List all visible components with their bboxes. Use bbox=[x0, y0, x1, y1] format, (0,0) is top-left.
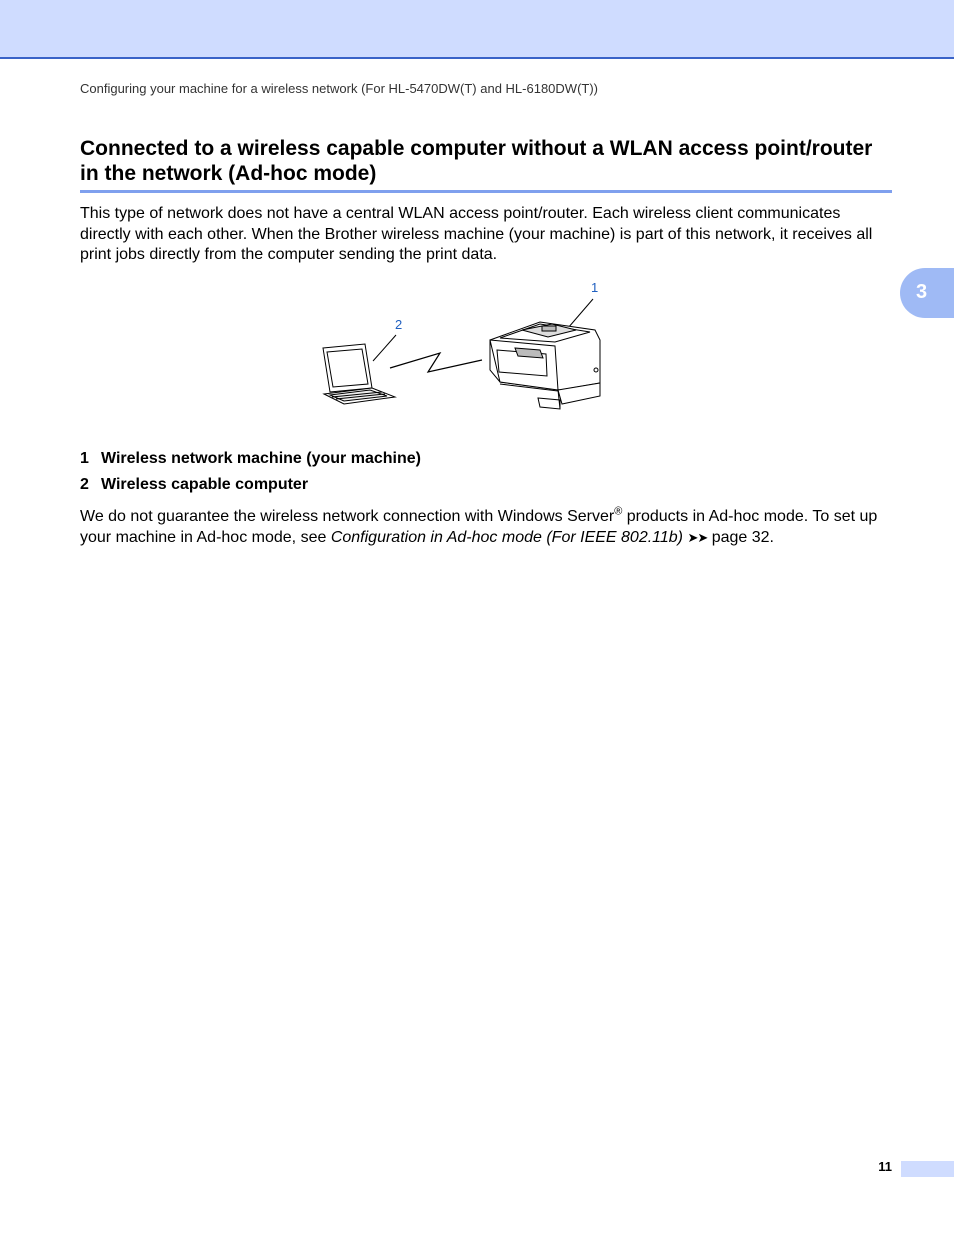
legend-label: Wireless network machine (your machine) bbox=[101, 450, 421, 467]
printer-icon bbox=[490, 322, 600, 409]
top-header-band bbox=[0, 0, 954, 59]
running-header: Configuring your machine for a wireless network (For HL-5470DW(T) and HL-6180DW(T)) bbox=[80, 81, 599, 96]
note-paragraph bbox=[80, 506, 892, 548]
intro-paragraph: This type of network does not have a central WLAN access point/router. Each wireless client communicates directly with each other. When the Brother wireless machine (your machine) is part of this network, it receives all print jobs directly from the computer sending the print data. bbox=[80, 205, 873, 263]
legend-item bbox=[80, 474, 892, 500]
leader-line-1 bbox=[568, 299, 593, 328]
legend-item bbox=[80, 448, 892, 474]
adhoc-network-figure bbox=[300, 278, 620, 420]
footer-tab bbox=[901, 1161, 954, 1177]
wireless-signal-icon bbox=[390, 353, 482, 372]
section-title: Connected to a wireless capable computer without a WLAN access point/router in the network (Ad-hoc mode) bbox=[80, 137, 873, 185]
registered-mark: ® bbox=[614, 505, 623, 518]
note-text-2: products in Ad-hoc mode. To set up your machine in Ad-hoc mode, see bbox=[80, 508, 878, 546]
leader-line-2 bbox=[373, 335, 396, 361]
note-text-3: page 32. bbox=[707, 529, 774, 546]
figure-drawing bbox=[300, 278, 620, 420]
laptop-icon bbox=[323, 344, 395, 404]
double-arrow-icon: ➤➤ bbox=[687, 530, 708, 545]
cross-reference-link[interactable]: Configuration in Ad-hoc mode (For IEEE 802.11b) bbox=[330, 529, 683, 546]
callout-1: 1 bbox=[591, 280, 599, 295]
legend-number: 1 bbox=[80, 450, 89, 467]
legend-number: 2 bbox=[80, 476, 89, 493]
legend-label: Wireless capable computer bbox=[101, 476, 309, 493]
chapter-number: 3 bbox=[916, 281, 928, 303]
page-number: 11 bbox=[878, 1159, 892, 1174]
title-underline bbox=[80, 190, 892, 193]
note-text-1: We do not guarantee the wireless network connection with Windows Server bbox=[80, 508, 615, 525]
chapter-tab bbox=[900, 268, 954, 318]
figure-legend bbox=[80, 448, 892, 500]
callout-2: 2 bbox=[395, 317, 403, 332]
